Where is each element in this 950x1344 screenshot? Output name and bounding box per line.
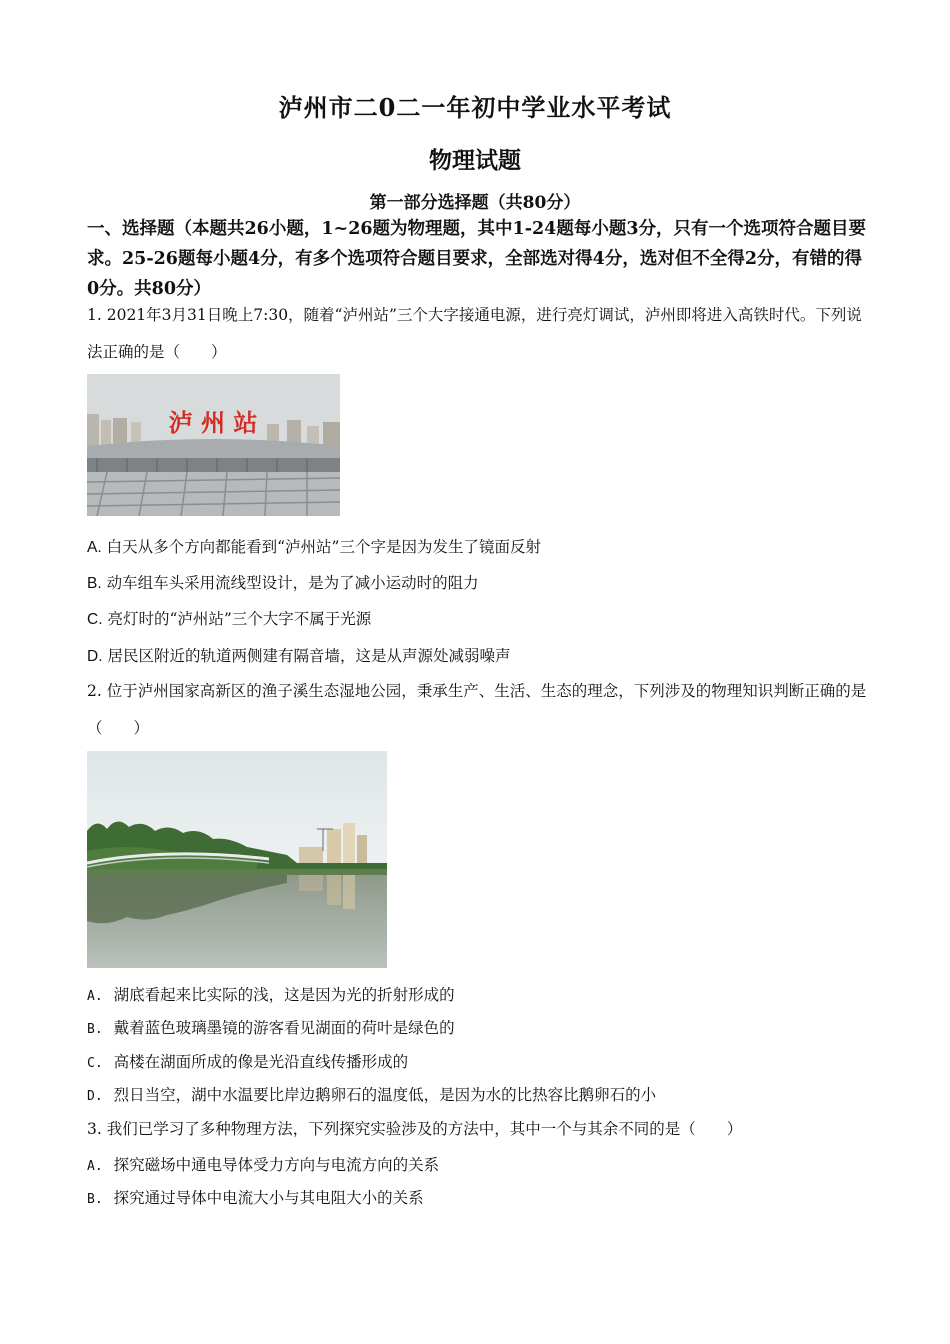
exam-title: 泸州市二0二一年初中学业水平考试 (278, 93, 672, 122)
part-heading: 第一部分选择题（共80分） (369, 193, 581, 213)
question-1-option-b[interactable] (87, 572, 877, 595)
option-label: A. (87, 539, 102, 556)
question-1-stem: 1. 2021年3月31日晚上7:30，随着“泸州站”三个大字接通电源，进行亮灯调试，泸州即将进入高铁时代。下列说法正确的是（ ） (87, 306, 862, 361)
question-3-stem: 3. 我们已学习了多种物理方法，下列探究实验涉及的方法中，其中一个与其余不同的是（ ） (87, 1120, 743, 1138)
subject-title: 物理试题 (429, 147, 521, 174)
question-2-option-d[interactable] (87, 1084, 877, 1108)
option-label: C. (87, 1056, 103, 1071)
option-text: 居民区附近的轨道两侧建有隔音墙，这是从声源处减弱噪声 (107, 647, 511, 665)
question-2-option-b[interactable] (87, 1017, 877, 1041)
option-text: 戴着蓝色玻璃墨镜的游客看见湖面的荷叶是绿色的 (113, 1019, 455, 1037)
wetland-park-photo (87, 751, 387, 968)
option-text: 白天从多个方向都能看到“泸州站”三个字是因为发生了镜面反射 (106, 538, 541, 556)
option-label: B. (87, 1192, 103, 1207)
question-3-option-a[interactable] (87, 1154, 877, 1178)
section-instructions: 一、选择题（本题共26小题，1~26题为物理题，其中1-24题每小题3分，只有一个选项符合题目要求。25-26题每小题4分，有多个选项符合题目要求，全部选对得4分，选对但不全得2分，有错的得0分。共80分） (87, 219, 867, 299)
option-text: 亮灯时的“泸州站”三个大字不属于光源 (107, 610, 372, 628)
question-2-stem: 2. 位于泸州国家高新区的渔子溪生态湿地公园，秉承生产、生活、生态的理念，下列涉及的物理知识判断正确的是（ ） (87, 682, 867, 737)
option-label: D. (87, 1089, 103, 1104)
question-2-option-c[interactable] (87, 1051, 877, 1075)
option-label: B. (87, 1022, 103, 1037)
option-text: 探究磁场中通电导体受力方向与电流方向的关系 (113, 1156, 440, 1174)
luzhou-station-photo (87, 374, 340, 516)
option-text: 湖底看起来比实际的浅，这是因为光的折射形成的 (113, 986, 455, 1004)
option-text: 探究通过导体中电流大小与其电阻大小的关系 (113, 1189, 424, 1207)
question-2-option-a[interactable] (87, 984, 877, 1008)
option-label: A. (87, 1159, 103, 1174)
question-1-option-c[interactable] (87, 608, 877, 631)
option-label: A. (87, 989, 103, 1004)
question-1-option-a[interactable] (87, 536, 877, 559)
question-1-option-d[interactable] (87, 645, 877, 668)
option-text: 动车组车头采用流线型设计，是为了减小运动时的阻力 (106, 574, 479, 592)
option-text: 烈日当空，湖中水温要比岸边鹅卵石的温度低，是因为水的比热容比鹅卵石的小 (113, 1086, 657, 1104)
option-label: B. (87, 575, 102, 592)
station-sign-text: 泸 州 站 (168, 409, 258, 437)
option-text: 高楼在湖面所成的像是光沿直线传播形成的 (113, 1053, 409, 1071)
question-3-option-b[interactable] (87, 1187, 877, 1211)
option-label: C. (87, 611, 103, 628)
option-label: D. (87, 648, 103, 665)
